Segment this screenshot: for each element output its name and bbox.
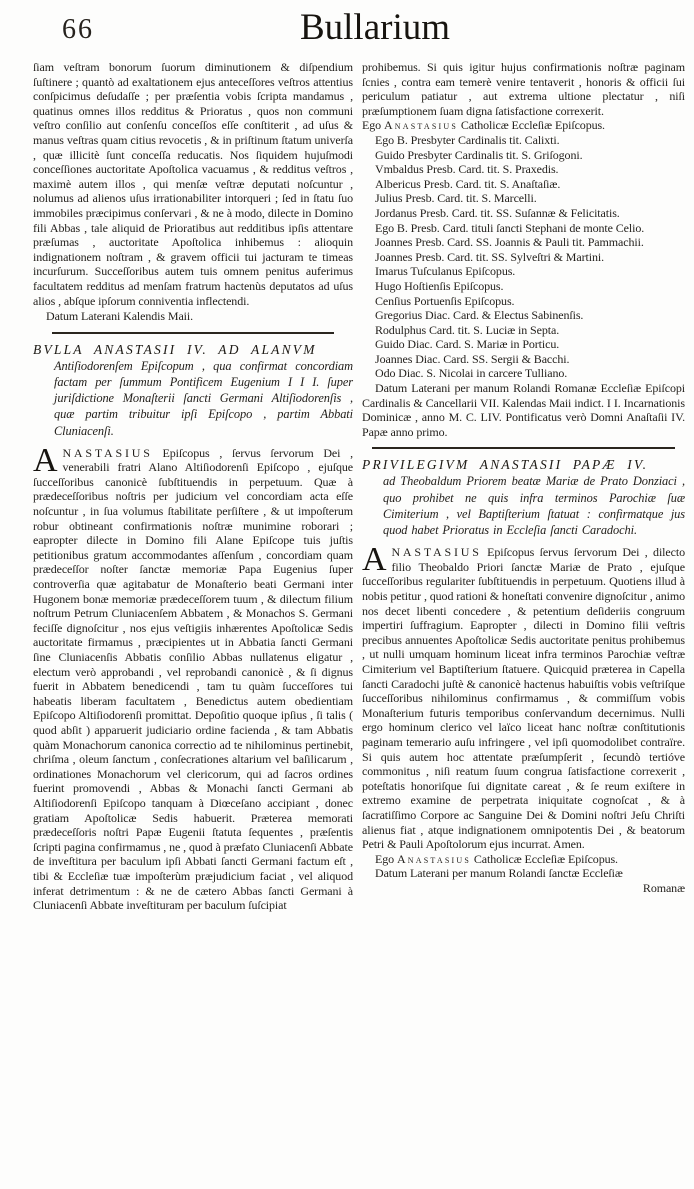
ego-subscription [362, 852, 685, 867]
ego-rest: Catholicæ Eccleſiæ Epiſcopus. [473, 851, 618, 866]
cardinal-subscription: Vmbaldus Presb. Card. tit. S. Praxedis. [375, 162, 559, 177]
text-columns [0, 58, 694, 913]
bull-body-text: Epiſcopus , ſervus ſervorum Dei , venerabili fratri Alano Altiſiodorenſi Epiſcopo , ejuſque ſucceſſoribus canonicè ſubſtituendis in perpetuum. Quæ à prædeceſſoribus noſtris per judicium vel concordiam acta eſſe noſcuntur , in ſua volumus ſtabilitate perſiſtere , & ut impoſterum robur obtineant confirmationis noſtræ munimine roborari ; eapropter dilecte in Domino fili Alane Epiſcope tuis juſtis petitionibus gratum accommodantes aſſenſum , concordiam quam prædeceſſor noſter ſanctæ memoriæ Papa Eugenius ſuper controverſia quæ agitabatur de Monaſterio beati Germani inter Hugonem bonæ memoriæ prædeceſſorem tuum , & dilectum filium noſtrum Petrum Cluniacenſem Abbatem , & Monachos S. Germani feciſſe dignoſcitur , nos ejus veſtigiis inhærentes Apoſtolicæ Sedis auctoritate firmamus , præcipientes ut in Abbatia ſancti Germani ſine Cluniacenſis Abbatis conſilio Abbas nullatenus eligatur , electum verò approbandi , vel reprobandi canonicè , & ſi dignus fuerit in Abbatem benedicendi , tam tu quàm ſucceſſores tui habeatis liberam facultatem , Benedictus autem obedientiam Epiſcopo Altiſiodorenſi promittat. Depoſitio quoque ipſius , ſi talis ( quod abſit ) apparuerit judiciario ordine facienda , & tam Abbatis quàm Monachorum canonica correctio ad te nihilominus pertinebit, chriſma , oleum ſanctum , conſecrationes altarium vel baſilicarum , ordinationes Monachorum vel clericorum, qui ad ſacros ordines fuerint promovendi , Abbas & Monachi ſancti Germani ab Altiſiodorenſi Epiſcopo tanquam à Diœceſano accipiant , donec gratiam Apoſtolicæ Sedis habuerit. Præterea memorati prædeceſſoris noſtri Papæ Eugenii ſtatuta ſequentes , præſentis ſcripti pagina confirmamus , ne , quod à præfato Cluniacenſi Abbate de inveſtitura per baculum ipſi Abbati ſancti Germani factum eſt , tibi & Eccleſiæ tuæ impoſterùm præjudicium faciat , vel aliquod inferat detrimentum : & ne de cætero Abbas ſancti Germani à Cluniacenſi Abbate inveſtituram per baculum ſuſcipiat [33, 445, 353, 913]
datum-paragraph: Datum Laterani per manum Rolandi ſanctæ Eccleſiæ [375, 866, 623, 881]
page-number: 66 [62, 14, 94, 45]
cardinal-subscription: Julius Presb. Card. tit. S. Marcelli. [375, 191, 537, 206]
section-divider [372, 447, 676, 449]
bull-subtitle: Antiſiodorenſem Epiſcopum , qua confirmat concordiam factam per ſummum Pontificem Eugenium I I I. ſuper juriſdictione Monaſterii ſancti Germani Altiſiodorenſis , quæ partim tribuitur ipſi Epiſcopo , partim Abbati Cluniacenſi. [54, 358, 353, 438]
pope-name-smallcaps: Anastasius [383, 118, 458, 133]
privilege-subtitle: ad Theobaldum Priorem beatæ Mariæ de Prato Donziaci , quo prohibet ne quis infra terminos Parochiæ ſuæ Cimiterium , vel Baptiſterium ſtatuat : confirmatque jus quod habet Prioratus in Eccleſia ſancti Caradochi. [383, 474, 685, 538]
cardinal-subscription: Jordanus Presb. Card. tit. SS. Suſannæ & Felicitatis. [375, 205, 620, 220]
privilege-body-paragraph [362, 541, 686, 852]
cardinal-subscription-list [362, 133, 685, 381]
cardinal-subscription: Guido Presbyter Cardinalis tit. S. Griſogoni. [375, 147, 583, 162]
left-column [33, 60, 353, 913]
continuation-paragraph: ſiam veſtram bonorum ſuorum diminutionem & diſpendium ſuſtinere ; quantò ad exaltationem ejus anteceſſores veſtros attentius conſpicimus deſudaſſe ; per præſentia vobis ſcripta mandamus , quatinus omnes illos redditus & Prioratus , quos non communi veſtro conſilio aut conſenſu conceſſos eſſe conſtiterit , ad uſus & manus veſtras quam citius revocetis , & in priſtinum ſtatum univerſa , quæ illicitè ſunt conceſſa reducatis. Nos ſiquidem hujuſmodi conceſſiones auctoritate Apoſtolica vacuamus , & redditus veſtros , maximè autem illos , qui menſæ veſtræ deputati noſcuntur , nolumus ad alienos uſus irrationabiliter intorqueri ; ſed in ſtatu ſuo immobiles præcipimus conſervari , & ne à modo, dilecte in Domino fili Abbas , tale aliquid de Prioratibus aut redditibus ipſis attentare præſumas , auctoritate Apoſtolica inhibemus : alioquin indignationem noſtram , & gravem officii tui jacturam te timeas incurſurum. Succeſſoribus autem tuis omnem penitus auferimus facultatem redditus ad menſam fratrum hactenùs deputatos ad uſus alios , abſque ipſorum conniventia inflectendi. [33, 60, 353, 308]
cardinal-subscription: Rodulphus Card. tit. S. Luciæ in Septa. [375, 322, 560, 337]
cardinal-subscription: Ego B. Presb. Card. tituli ſancti Stephani de monte Celio. [375, 220, 645, 235]
running-title: Bullarium [299, 7, 451, 48]
page-header [0, 0, 694, 58]
drop-cap-initial: A [362, 541, 387, 579]
cardinal-subscription: Albericus Presb. Card. tit. S. Anaſtaſiæ. [375, 176, 561, 191]
cardinal-subscription: Cenſius Portuenſis Epiſcopus. [375, 293, 515, 308]
cardinal-subscription: Gregorius Diac. Card. & Electus Sabinenſis. [375, 308, 584, 323]
section-divider [52, 332, 334, 334]
drop-cap-initial: A [33, 441, 58, 479]
pope-name-lead: NASTASIUS [62, 445, 153, 460]
privilege-title: PRIVILEGIVM ANASTASII PAPÆ IV. [362, 457, 649, 473]
bull-title: BVLLA ANASTASII IV. AD ALANVM [33, 341, 317, 357]
cardinal-subscription: Guido Diac. Card. S. Mariæ in Porticu. [375, 337, 560, 352]
ego-rest: Catholicæ Eccleſiæ Epiſcopus. [460, 118, 605, 133]
datum-line: Datum Laterani Kalendis Maii. [46, 309, 194, 324]
cardinal-subscription: Odo Diac. S. Nicolai in carcere Tulliano. [375, 366, 568, 381]
cardinal-subscription: Joannes Diac. Card. SS. Sergii & Bacchi. [375, 351, 570, 366]
ego-prefix: Ego [375, 851, 395, 866]
privilege-heading [362, 456, 685, 538]
ego-prefix: Ego [362, 118, 382, 133]
datum-paragraph: Datum Laterani per manum Rolandi Romanæ Eccleſiæ Epiſcopi Cardinalis & Cancellarii VII. Kalendas Maii indict. I I. Incarnationis Dominicæ , anno M. C. LIV. Pontificatus verò Domni Anaſtaſii IV. Papæ anno primo. [362, 381, 685, 439]
privilege-body-text: Epiſcopus ſervus ſervorum Dei , dilecto filio Theobaldo Priori ſanctæ Mariæ de Prato , ejuſque ſucceſſoribus regulariter ſubſtituendis in perpetuum. Quotiens illud à nobis petitur , quod rationi & honeſtati convenire dignoſcitur , animo nos decet libenti concedere , & petentium deſideriis congruum impertiri ſuffragium. Eapropter , dilecti in Domino filii veſtris precibus annuentes Apoſtolicæ Sedis auctoritate penitus prohibemus , ut nulli umquam hominum liceat infra terminos Parochiæ veſtræ Cimiterium vel Baptiſterium ſtatuere. Quicquid præterea in Capella ſancti Caradochi juſtè & canonicè hactenus habuiſtis vobis veſtriſque ſucceſſoribus nihilominus confirmamus , & commiſſum vobis Monaſterium futuris temporibus conſervandum decernimus. Nulli ergo hominum clerico vel laïco liceat hanc noſtræ conſtitutionis paginam temerario auſu infringere , vel ipſi quomodolibet contraïre. Si quis autem hoc attentate præſumpſerit , ſecundò tertióve commonitus , niſi reatum ſuum congrua ſatisfactione correxerit , poteſtatis honoriſque ſui dignitate careat , & ſe reum exiſtere in extremo examine de perpetrata iniquitate cognoſcat , & à ſacratiſſimo Corpore ac Sanguine Dei & Domini noſtri Jeſu Chriſti alienus fiat , atque indignationem omnipotentis Dei , & beatorum Petri & Pauli Apoſtolorum ejus incurrat. Amen. [362, 545, 686, 852]
cardinal-subscription: Ego B. Presbyter Cardinalis tit. Calixti. [375, 132, 560, 147]
cardinal-subscription: Joannes Presb. Card. tit. SS. Sylveſtri & Martini. [375, 249, 604, 264]
right-column [362, 60, 685, 913]
continuation-paragraph: prohibemus. Si quis igitur hujus confirmationis noſtræ paginam ſcnies , contra eam temerè venire tentaverit , honoris & officii ſui periculum patiatur , aut extrema ultione plectatur , niſi præſumptionem ſuam digna ſatisfactione correxerit. [362, 60, 685, 118]
catchword: Romanæ [642, 880, 685, 895]
bull-heading [33, 341, 353, 439]
bull-body-paragraph [33, 441, 353, 913]
cardinal-subscription: Imarus Tuſculanus Epiſcopus. [375, 264, 516, 279]
cardinal-subscription: Joannes Presb. Card. SS. Joannis & Pauli tit. Pammachii. [375, 235, 644, 250]
cardinal-subscription: Hugo Hoſtienſis Epiſcopus. [375, 278, 504, 293]
pope-name-lead: NASTASIUS [391, 545, 482, 560]
pope-name-smallcaps: Anastasius [396, 851, 471, 866]
ego-subscription [362, 118, 685, 133]
